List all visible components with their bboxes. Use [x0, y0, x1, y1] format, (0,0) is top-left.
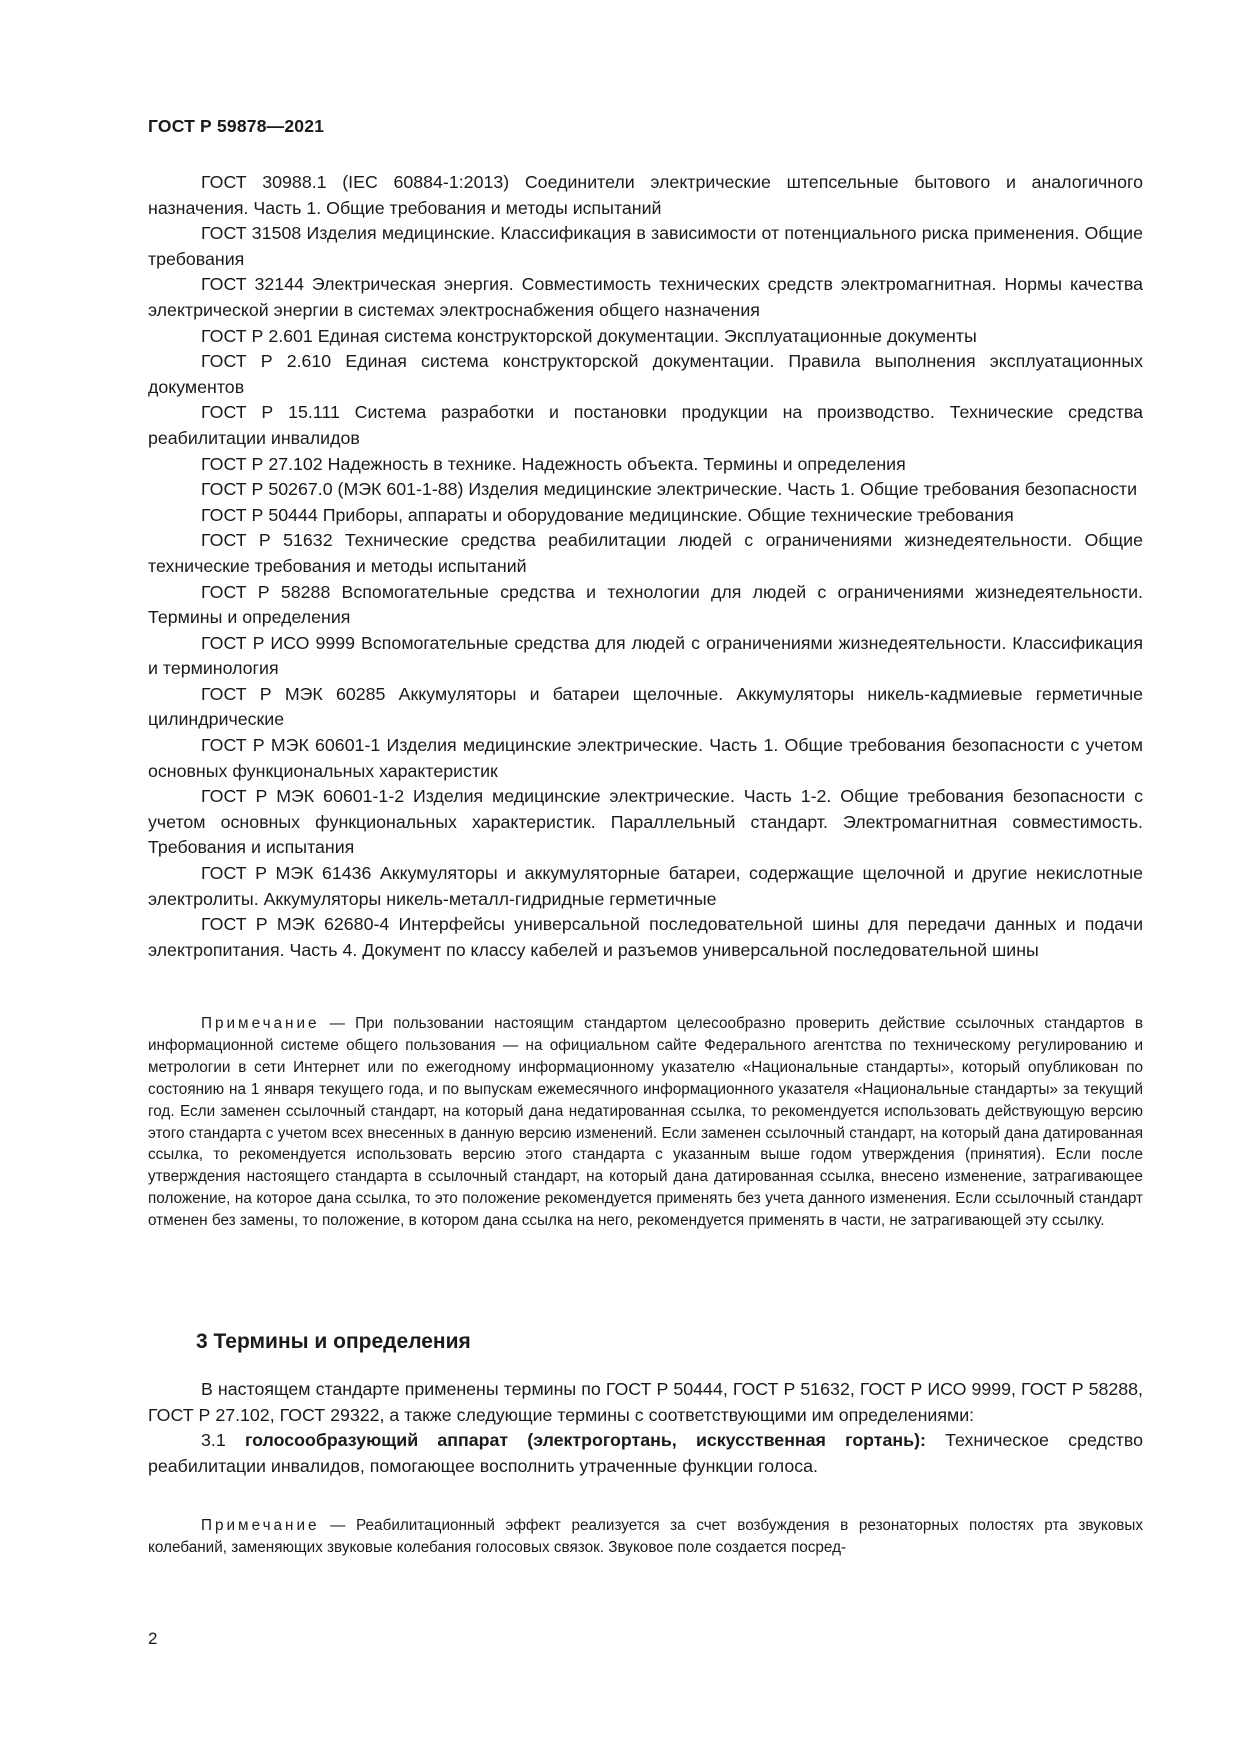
document-page	[148, 0, 1143, 1754]
reference-item: ГОСТ Р МЭК 61436 Аккумуляторы и аккумуляторные батареи, содержащие щелочной и другие некислотные электролиты. Аккумуляторы никель-металл-гидридные герметичные	[148, 863, 1143, 909]
reference-item: ГОСТ 31508 Изделия медицинские. Классификация в зависимости от потенциального риска применения. Общие требования	[148, 223, 1143, 269]
reference-item: ГОСТ Р 2.601 Единая система конструкторской документации. Эксплуатационные документы	[201, 325, 977, 346]
note-text: — При пользовании настоящим стандартом целесообразно проверить действие ссылочных стандартов в информационной системе общего пользования — на официальном сайте Федерального агентства по техническому регулированию и метрологии в сети Интернет или по ежегодному информационному указателю «Национальные стандарты», который опубликован по состоянию на 1 января текущего года, и по выпускам ежемесячного информационного указателя «Национальные стандарты» за текущий год. Если заменен ссылочный стандарт, на который дана недатированная ссылка, то рекомендуется использовать действующую версию этого стандарта с учетом всех внесенных в данную версию изменений. Если заменен ссылочный стандарт, на который дана датированная ссылка, то рекомендуется использовать версию этого стандарта с указанным выше годом утверждения (принятия). Если после утверждения настоящего стандарта в ссылочный стандарт, на который дана датированная ссылка, внесено изменение, затрагивающее положение, на которое дана ссылка, то это положение рекомендуется применять без учета данного изменения. Если ссылочный стандарт отменен без замены, то положение, в котором дана ссылка на него, рекомендуется применять в части, не затрагивающей эту ссылку.	[148, 1015, 1143, 1230]
note-label: Примечание	[201, 1517, 320, 1534]
term-note	[148, 1515, 1143, 1559]
references-note	[148, 1013, 1143, 1232]
term-definition: Техническое средство реабилитации инвалидов, помогающее восполнить утраченные функции голоса.	[148, 1430, 1143, 1476]
reference-item: ГОСТ Р 27.102 Надежность в технике. Надежность объекта. Термины и определения	[201, 453, 906, 474]
reference-item: ГОСТ Р МЭК 60601-1 Изделия медицинские электрические. Часть 1. Общие требования безопасности с учетом основных функциональных характеристик	[148, 735, 1143, 781]
reference-item: ГОСТ Р 50267.0 (МЭК 601-1-88) Изделия медицинские электрические. Часть 1. Общие требования безопасности	[201, 479, 1138, 500]
term-definition-item	[148, 1428, 1143, 1479]
terms-intro: В настоящем стандарте применены термины по ГОСТ Р 50444, ГОСТ Р 51632, ГОСТ Р ИСО 9999, ГОСТ Р 58288, ГОСТ Р 27.102, ГОСТ 29322, а также следующие термины с соответствующими им определениями:	[148, 1379, 1143, 1425]
term-number: 3.1	[201, 1430, 245, 1451]
reference-item: ГОСТ Р МЭК 62680-4 Интерфейсы универсальной последовательной шины для передачи данных и подачи электропитания. Часть 4. Документ по классу кабелей и разъемов универсальной последовательной шины	[148, 914, 1143, 960]
note-label: Примечание	[201, 1015, 320, 1032]
term-name: голосообразующий аппарат (электрогортань, искусственная гортань):	[244, 1430, 926, 1451]
reference-item: ГОСТ Р МЭК 60601-1-2 Изделия медицинские электрические. Часть 1-2. Общие требования безопасности с учетом основных функциональных характеристик. Параллельный стандарт. Электромагнитная совместимость. Требования и испытания	[148, 786, 1143, 858]
reference-item: ГОСТ Р 15.111 Система разработки и постановки продукции на производство. Технические средства реабилитации инвалидов	[148, 402, 1143, 448]
reference-item: ГОСТ 30988.1 (IEC 60884-1:2013) Соединители электрические штепсельные бытового и аналогичного назначения. Часть 1. Общие требования и методы испытаний	[148, 172, 1143, 218]
reference-item: ГОСТ 32144 Электрическая энергия. Совместимость технических средств электромагнитная. Нормы качества электрической энергии в системах электроснабжения общего назначения	[148, 274, 1143, 320]
reference-item: ГОСТ Р 58288 Вспомогательные средства и технологии для людей с ограничениями жизнедеятельности. Термины и определения	[148, 581, 1143, 628]
section-title: 3 Термины и определения	[196, 1330, 471, 1353]
document-code-header: ГОСТ Р 59878—2021	[148, 116, 325, 136]
reference-item: ГОСТ Р 2.610 Единая система конструкторской документации. Правила выполнения эксплуатационных документов	[148, 351, 1143, 397]
reference-item: ГОСТ Р МЭК 60285 Аккумуляторы и батареи щелочные. Аккумуляторы никель-кадмиевые герметичные цилиндрические	[148, 683, 1143, 730]
reference-item: ГОСТ Р ИСО 9999 Вспомогательные средства для людей с ограничениями жизнедеятельности. Классификация и терминология	[148, 632, 1143, 679]
note-text: — Реабилитационный эффект реализуется за счет возбуждения в резонаторных полостях рта звуковых колебаний, заменяющих звуковые колебания голосовых связок. Звуковое поле создается посред-	[148, 1517, 1143, 1556]
reference-item: ГОСТ Р 51632 Технические средства реабилитации людей с ограничениями жизнедеятельности. Общие технические требования и методы испытаний	[148, 530, 1143, 576]
page-number: 2	[148, 1629, 158, 1648]
normative-references-list	[148, 170, 1143, 963]
terms-section-body	[148, 1377, 1143, 1479]
reference-item: ГОСТ Р 50444 Приборы, аппараты и оборудование медицинские. Общие технические требования	[201, 504, 1014, 525]
